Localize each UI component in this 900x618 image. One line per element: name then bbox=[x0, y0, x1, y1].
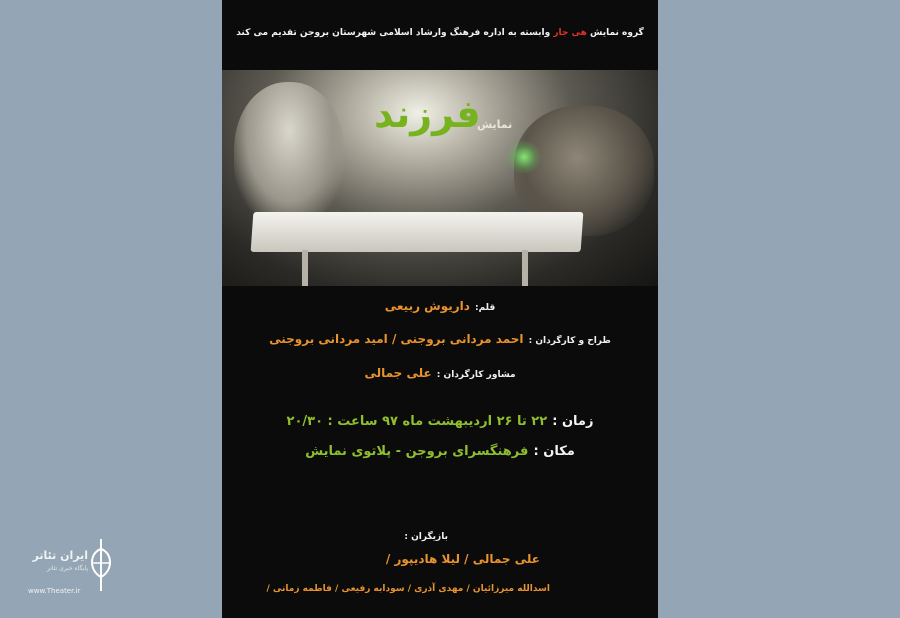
advisor-label: مشاور کارگردان : bbox=[436, 370, 516, 380]
actor-left-figure bbox=[234, 82, 344, 222]
designer-label: طراح و کارگردان : bbox=[528, 336, 611, 346]
lens-flare bbox=[507, 140, 541, 174]
cast-lead-line bbox=[222, 548, 658, 567]
watermark-name: ایران تئاتر bbox=[32, 549, 88, 562]
table-illustration bbox=[251, 212, 584, 252]
writer-label: قلم: bbox=[475, 303, 496, 313]
time-line bbox=[222, 410, 658, 429]
place-line bbox=[222, 440, 658, 459]
theater-watermark bbox=[14, 535, 124, 603]
table-leg bbox=[302, 250, 308, 286]
time-label: زمان : bbox=[552, 414, 594, 429]
advisor-name: علی جمالی bbox=[364, 366, 432, 380]
cast-others-line bbox=[222, 576, 658, 595]
watermark-url: www.Theater.ir bbox=[28, 587, 81, 595]
place-label: مکان : bbox=[533, 444, 575, 459]
watermark-subtitle: پایگاه خبری تئاتر bbox=[46, 565, 88, 572]
intro-group-name: هی جار bbox=[553, 28, 587, 38]
writer-name: داریوش ربیعی bbox=[384, 299, 470, 313]
intro-after: وابسته به اداره فرهنگ وارشاد اسلامی شهرستان بروجن تقدیم می کند bbox=[236, 28, 551, 38]
designer-credit bbox=[222, 328, 658, 347]
cast-other-names: اسدالله میرزائیان / مهدی آذری / سودابه رفیعی / فاطمه زمانی / bbox=[266, 584, 550, 594]
time-value: ۲۲ تا ۲۶ اردیبهشت ماه ۹۷ ساعت : ۲۰/۳۰ bbox=[286, 414, 548, 429]
play-title: فرزند bbox=[374, 92, 481, 136]
advisor-credit bbox=[222, 362, 658, 381]
writer-credit bbox=[222, 295, 658, 314]
designer-names: احمد مردانی بروجنی / امید مردانی بروجنی bbox=[269, 332, 524, 346]
theater-logo-icon bbox=[86, 539, 116, 591]
intro-line bbox=[222, 28, 658, 38]
cast-label: بازیگران : bbox=[404, 532, 448, 542]
cast-lead-names: علی جمالی / لیلا هادیپور / bbox=[385, 552, 540, 566]
table-leg bbox=[522, 250, 528, 286]
play-title-prefix: نمایش bbox=[477, 118, 513, 131]
place-value: فرهنگسرای بروجن - پلاتوی نمایش bbox=[305, 444, 529, 459]
intro-before: گروه نمایش bbox=[590, 28, 644, 38]
cast-heading bbox=[222, 524, 658, 543]
poster bbox=[222, 0, 658, 618]
poster-photo bbox=[222, 70, 658, 286]
